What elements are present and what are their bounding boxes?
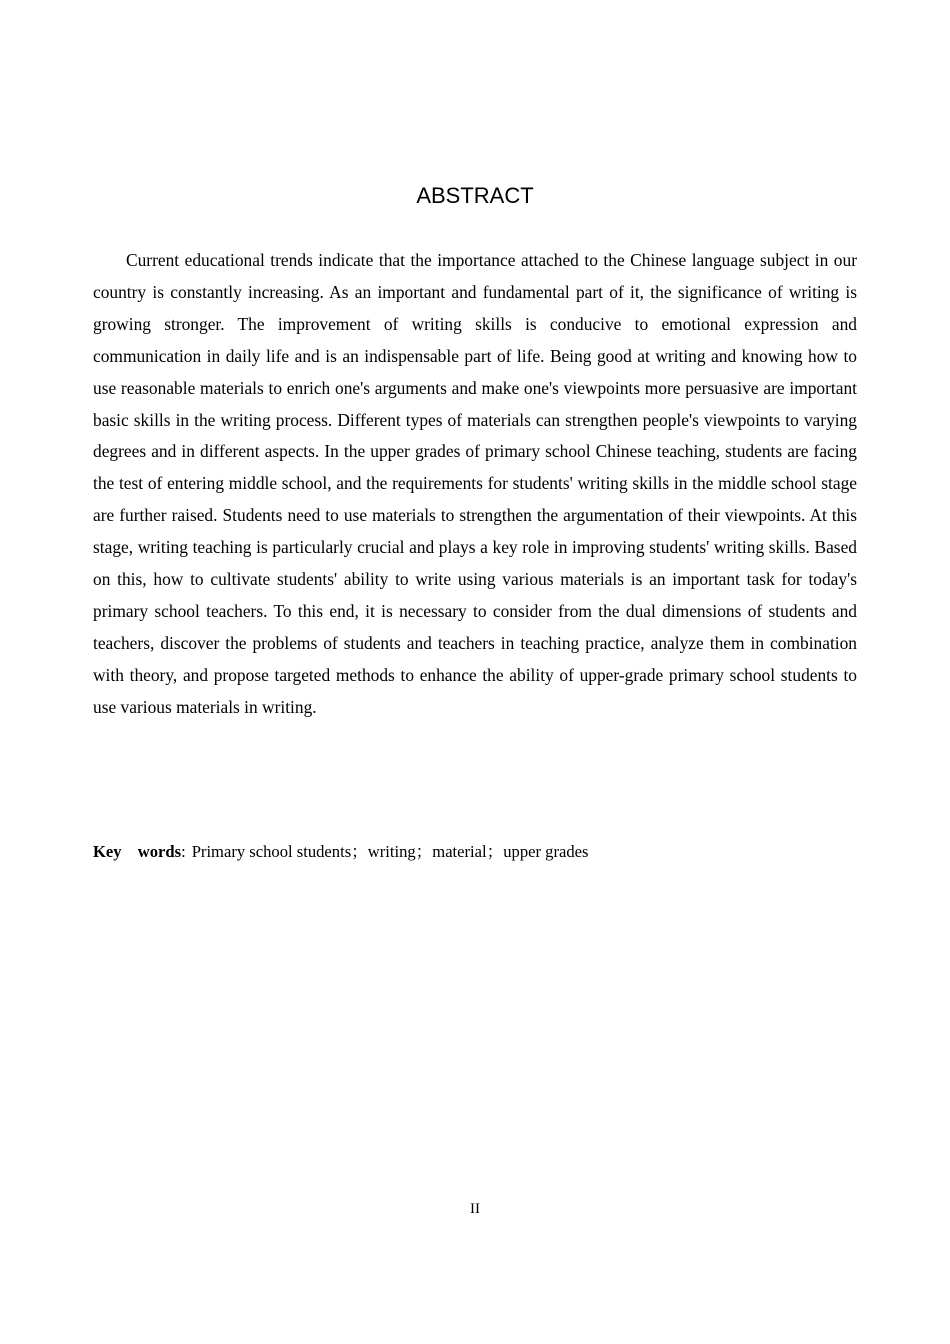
keywords-text: Primary school students；writing；material；upper grades [191,842,589,861]
abstract-title: ABSTRACT [416,183,534,208]
keywords-separator: : [181,842,186,861]
abstract-body: Current educational trends indicate that the importance attached to the Chinese language subject in our country is constantly increasing. As an important and fundamental part of it, the significance of writing is growing stronger. The improvement of writing skills is conducive to emotional expression and communication in daily life and is an indispensable part of life. Being good at writing and knowing how to use reasonable materials to enrich one's arguments and make one's viewpoints more persuasive are important basic skills in the writing process. Different types of materials can strengthen people's viewpoints to varying degrees and in different aspects. In the upper grades of primary school Chinese teaching, students are facing the test of entering middle school, and the requirements for students' writing skills in the middle school stage are further raised. Students need to use materials to strengthen the argumentation of their viewpoints. At this stage, writing teaching is particularly crucial and plays a key role in improving students' writing skills. Based on this, how to cultivate students' ability to write using various materials is an important task for today's primary school teachers. To this end, it is necessary to consider from the dual dimensions of students and teachers, discover the problems of students and teachers in teaching practice, analyze them in combination with theory, and propose targeted methods to enhance the ability of upper-grade primary school students to use various materials in writing. [93,250,857,717]
page-number: II [470,1201,480,1217]
keywords-label: Key words [93,842,182,861]
keywords-line [93,838,857,866]
